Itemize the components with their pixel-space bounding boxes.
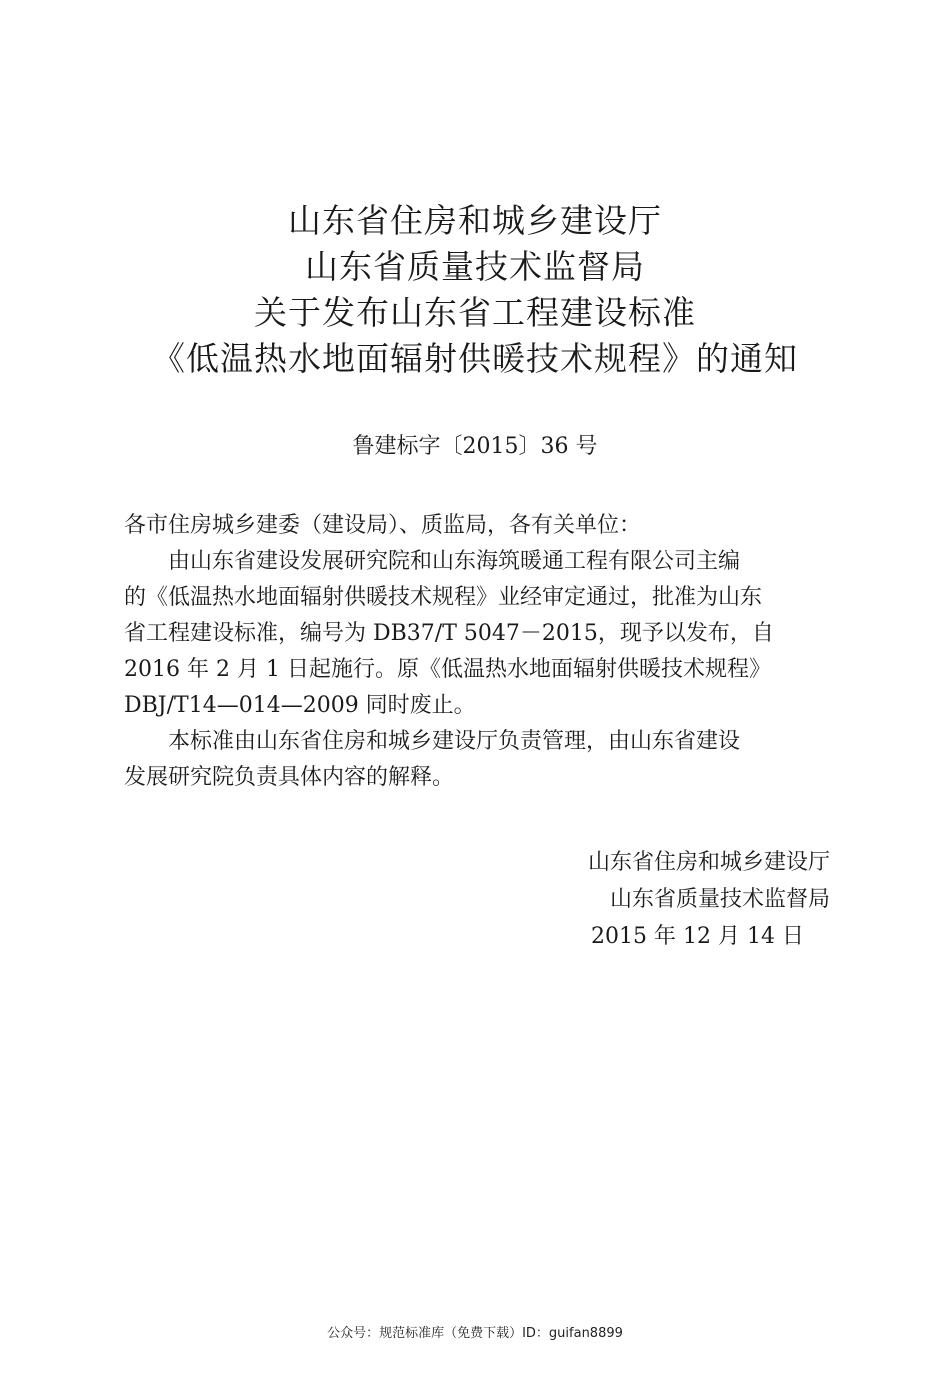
notice-title xyxy=(0,198,950,382)
paragraph-management xyxy=(124,724,830,796)
title-line-issuer-1: 山东省住房和城乡建设厅 xyxy=(288,201,662,240)
signature-org-housing: 山东省住房和城乡建设厅 xyxy=(587,850,830,875)
paragraph-line: 本标准由山东省住房和城乡建设厅负责管理，由山东省建设 xyxy=(168,729,741,754)
title-line-subject-1: 关于发布山东省工程建设标准 xyxy=(254,293,696,332)
title-line-subject-2: 《低温热水地面辐射供暖技术规程》的通知 xyxy=(152,339,798,378)
paragraph-approval xyxy=(124,544,830,724)
title-line-issuer-2: 山东省质量技术监督局 xyxy=(305,247,645,286)
paragraph-line: 省工程建设标准，编号为 DB37/T 5047－2015，现予以发布，自 xyxy=(124,621,774,646)
paragraph-line: 发展研究院负责具体内容的解释。 xyxy=(124,765,455,790)
paragraph-line: 由山东省建设发展研究院和山东海筑暖通工程有限公司主编 xyxy=(168,549,741,574)
footer-watermark-text: 公众号：规范标准库（免费下载）ID：guifan8899 xyxy=(327,1326,623,1341)
signature-org-quality: 山东省质量技术监督局 xyxy=(609,887,830,912)
notice-body xyxy=(124,508,830,796)
document-number: 鲁建标字〔2015〕36 号 xyxy=(352,434,598,459)
paragraph-line: DBJ/T14—014—2009 同时废止。 xyxy=(124,693,476,718)
signature-date: 2015 年 12 月 14 日 xyxy=(591,924,804,949)
signature-block xyxy=(588,844,830,955)
paragraph-line: 2016 年 2 月 1 日起施行。原《低温热水地面辐射供暖技术规程》 xyxy=(124,657,771,682)
paragraph-line: 的《低温热水地面辐射供暖技术规程》业经审定通过，批准为山东 xyxy=(124,585,763,610)
addressee-line: 各市住房城乡建委（建设局）、质监局，各有关单位： xyxy=(124,513,642,538)
